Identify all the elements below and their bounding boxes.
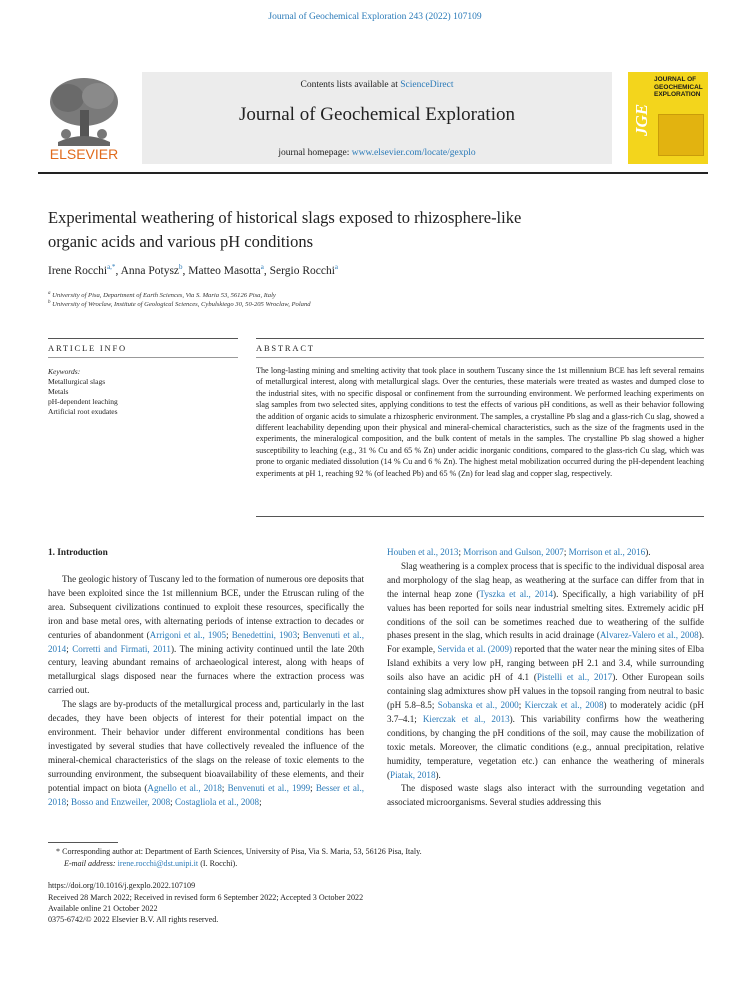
abstract-heading: ABSTRACT (256, 343, 315, 353)
citation-link[interactable]: Pistelli et al., 2017 (536, 672, 613, 683)
body-text: ; (259, 796, 262, 807)
keyword: pH-dependent leaching (48, 397, 118, 406)
citation-link[interactable]: Kierczak et al., 2008 (524, 699, 604, 710)
paper-title-line: organic acids and various pH conditions (48, 232, 314, 251)
body-paragraph (387, 560, 704, 783)
available-online-date: Available online 21 October 2022 (48, 904, 158, 913)
author-affiliation-marker[interactable]: a,* (107, 263, 116, 271)
body-paragraph (387, 546, 704, 560)
body-text: reported that the water near the mining sites of Elba Island exhibits a very low pH, ranging between pH 2.1 and 3.4, while surrounding soils also have an acidic pH of 4.1 ( (387, 644, 704, 683)
author-name: Irene Rocchi (48, 264, 108, 277)
citation-link[interactable]: Agnello et al., 2018 (147, 782, 222, 793)
body-paragraph (48, 573, 364, 698)
body-text: ; (66, 643, 73, 654)
footnote-divider (48, 842, 118, 843)
homepage-link[interactable]: www.elsevier.com/locate/gexplo (351, 148, 476, 158)
corresponding-author-note: * Corresponding author at: Department of Earth Sciences, University of Pisa, Via S. Maria, 53, 56126 Pisa, Italy. (56, 847, 422, 856)
paper-title-line: Experimental weathering of historical slags exposed to rhizosphere-like (48, 208, 522, 227)
right-text-column (387, 546, 704, 810)
citation-link[interactable]: Bosso and Enzweiler, 2008 (71, 796, 171, 807)
abstract-divider (256, 338, 704, 339)
body-text: ). (645, 547, 651, 557)
citation-link[interactable]: Benvenuti et al., 2014 (48, 629, 364, 654)
citation-link[interactable]: Houben et al., 2013 (387, 547, 459, 557)
citation-link[interactable]: Sobanska et al., 2000 (437, 699, 519, 710)
email-link[interactable]: irene.rocchi@dst.unipi.it (117, 859, 199, 868)
left-text-column (48, 573, 364, 809)
section-heading-introduction: 1. Introduction (48, 548, 108, 558)
citation-link[interactable]: Besser et al., 2018 (48, 782, 364, 807)
body-text: ). Other European soils containing slag admixtures show pH values in the topsoil ranging from neutral to basic (pH 5.8–8.5; (387, 672, 704, 710)
email-label: E-mail address: (64, 859, 118, 868)
citation-link[interactable]: Tyszka et al., 2014 (479, 588, 554, 599)
author-list: Irene Rocchi$^{a,*}$, Anna Potysz$^b$, Matteo Masotta$^a$, Sergio Rocchi$^a$ (48, 263, 339, 277)
cover-graphic (658, 114, 704, 156)
body-text: The geologic history of Tuscany led to the formation of numerous ore deposits that have been exploited since the 1st millennium BCE, under the Etruscan ruling of the area. Subsequent civilizations continued to exploit these resources, specifically the iron and base metal ores, with alternating periods of intense extraction to decades or centuries of abandonment ( (48, 574, 364, 640)
body-text: ; (297, 629, 303, 640)
body-text: ; (458, 547, 464, 557)
citation-link[interactable]: Corretti and Firmati, 2011 (72, 643, 171, 654)
article-info-subdivider (48, 357, 238, 358)
body-text: ). (435, 769, 441, 780)
abstract-text: The long-lasting mining and smelting activity that took place in southern Tuscany since the 1st millennium BCE has left several remains of metallurgical interest, along with metallurgical slags. Over the centuries, these materials were treated as wastes and dumped close to the industrial sites, with no specific disposal or confinement from the surrounding environment. We performed leaching experiments on slag samples from two selected sites, applying conditions to test the effects of various pH conditions, as well as their behavior following the addition of organic acids to simulate a rhizospheric environment. The samples, a crystalline Pb slag and a glass-rich Cu slag, showed a different leachability depending upon their physical and mineral-chemical characteristics, such as the size of the fragments used in the experiments, the mineralogical composition, and the bulk content of metals in the samples. The crystalline Pb slag showed a higher susceptibility to leaching (e.g., 31 % Cu and 65 % Zn) under acidic inorganic conditions, compared to the glass-rich Cu slag, which was prone to organic mediated dissolution (14 % Cu and 6 % Zn). The highest metal mobilization occurred during the pH-dependent leaching experiments at pH 1, reaching 92 % (of leached Pb) and 65 % (Zn) for lead slag and copper slag, respectively. (256, 366, 704, 478)
elsevier-logo (38, 72, 130, 164)
homepage-prefix: journal homepage: (278, 148, 352, 158)
author-affiliation-marker[interactable]: a (334, 263, 339, 271)
header-divider (38, 172, 708, 174)
body-text: ). The mining activity continued until the late 20th century, leaving abundant remains of archaeological interest, along with heaps of metallurgical slags disposed near the furnaces where the extraction process was carried out. (48, 643, 364, 696)
citation-link[interactable]: Morrison and Gulson, 2007 (463, 547, 564, 557)
body-text: ; (518, 699, 525, 710)
journal-cover-image[interactable] (628, 72, 708, 164)
publisher-name: ELSEVIER (49, 146, 119, 162)
body-text: ; (563, 547, 569, 557)
body-text: ). This variability confirms how the weathering conditions, by changing the pH conditions of the soil, may cause the mobilization of toxic metals. Moreover, the climatic conditions (e.g., annual precipitation, relative humidity, temperature, vegetation etc.) can enhance the weathering of minerals ( (387, 713, 704, 780)
citation-link[interactable]: Benedettini, 1903 (231, 629, 298, 640)
body-text: ). Specifically, a high variability of pH values has been reported for soils near industrial smelting sites. Extremely acidic pH conditions of the soil can be sometimes reached due to weathering of the sulfide phases present in the slag, which results in acid drainage ( (387, 588, 704, 641)
body-text: ; (66, 796, 71, 807)
citation-link[interactable]: Servida et al. (2009) (437, 644, 513, 655)
citation-link[interactable]: Benvenuti et al., 1999 (227, 782, 311, 793)
affiliation-marker: a (48, 291, 51, 296)
received-dates: Received 28 March 2022; Received in revised form 6 September 2022; Accepted 3 October 2022 (48, 893, 364, 902)
body-paragraph (48, 698, 364, 809)
author-affiliation-marker[interactable]: b (179, 263, 183, 271)
article-info-divider (48, 338, 238, 339)
cover-acronym: JGE (632, 103, 651, 136)
author-name: Matteo Masotta (188, 264, 261, 277)
body-text: ; (170, 796, 175, 807)
body-text: The slags are by-products of the metallurgical process and, particularly in the last decades, they have been objects of interest for their potential impact on the environment. Their behavior under different environmental conditions has been investigated by several studies that have collectively revealed the influence of the mineral-chemical characteristics of the slags on the release of toxic elements to the surrounding environment, the subsequent bioavailability of these elements, and their potential impact on biota ( (48, 699, 364, 793)
author-name: Sergio Rocchi (269, 264, 335, 277)
keyword: Metallurgical slags (48, 377, 106, 386)
journal-citation[interactable]: Journal of Geochemical Exploration 243 (2022) 107109 (268, 12, 482, 22)
author-name: Anna Potysz (120, 264, 180, 277)
body-text: ; (310, 782, 316, 793)
keyword: Metals (48, 387, 69, 396)
citation-link[interactable]: Morrison et al., 2016 (568, 547, 646, 557)
keywords-label: Keywords: (48, 367, 81, 376)
abstract-subdivider (256, 357, 704, 358)
body-text: ; (226, 629, 232, 640)
affiliation-marker: b (48, 300, 51, 305)
journal-name: Journal of Geochemical Exploration (239, 104, 515, 125)
homepage-line (142, 148, 612, 158)
body-text: ; (221, 782, 228, 793)
contents-prefix: Contents lists available at (300, 80, 401, 90)
email-suffix: (I. Rocchi). (198, 859, 238, 868)
citation-link[interactable]: Piatak, 2018 (390, 769, 436, 780)
affiliation-text: University of Pisa, Department of Earth Sciences, Via S. Maria 53, 56126 Pisa, Italy (52, 292, 276, 300)
keyword: Artificial root exudates (48, 407, 118, 416)
abstract-end-divider (256, 516, 704, 517)
copyright-line: 0375-6742/© 2022 Elsevier B.V. All rights reserved. (48, 915, 219, 924)
body-text: The disposed waste slags also interact with the surrounding vegetation and associated microorganisms. Several studies addressing this (387, 783, 704, 808)
article-info-heading: ARTICLE INFO (48, 343, 127, 353)
body-text: Slag weathering is a complex process that is specific to the individual disposal area and morphology of the slag heap, as weathering at the surface can differ from that in the internal heap zone ( (387, 560, 704, 599)
journal-banner (142, 72, 612, 164)
author-affiliation-marker[interactable]: a (260, 263, 264, 271)
affiliation (48, 300, 311, 308)
body-paragraph (387, 782, 704, 810)
sciencedirect-link[interactable]: ScienceDirect (400, 80, 454, 90)
affiliation-text: University of Wroclaw, Institute of Geological Sciences, Cybulskiego 30, 50-205 Wroclaw, Poland (52, 301, 311, 309)
affiliation (48, 291, 276, 299)
citation-link[interactable]: Kierczak et al., 2013 (422, 713, 510, 724)
contents-line (142, 80, 612, 90)
email-note (64, 859, 237, 868)
paper-title (48, 206, 668, 254)
cover-title: JOURNAL OF GEOCHEMICAL EXPLORATION (654, 76, 703, 98)
body-text: ) to moderately acidic (pH 3.7–4.1; (387, 699, 705, 724)
body-text: ). For example, (387, 630, 704, 655)
doi-link[interactable]: https://doi.org/10.1016/j.gexplo.2022.107109 (48, 881, 196, 890)
citation-link[interactable]: Costagliola et al., 2008 (174, 796, 260, 807)
citation-link[interactable]: Alvarez-Valero et al., 2008 (599, 630, 699, 641)
citation-link[interactable]: Arrigoni et al., 1905 (149, 629, 227, 640)
